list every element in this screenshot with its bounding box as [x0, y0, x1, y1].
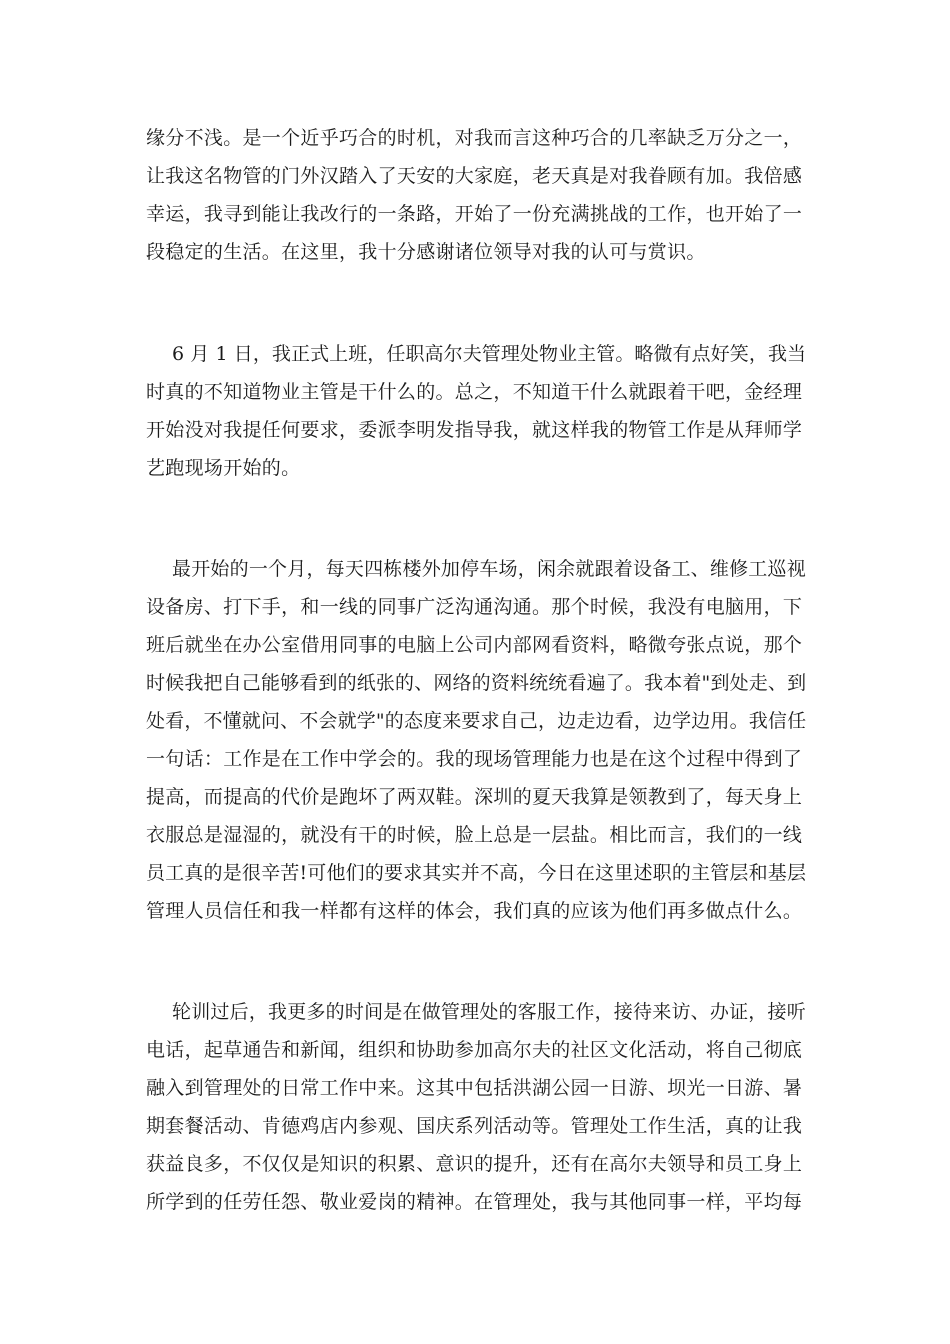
paragraph-line: 一句话：工作是在工作中学会的。我的现场管理能力也是在这个过程中得到了: [146, 748, 803, 770]
paragraph-line: 获益良多，不仅仅是知识的积累、意识的提升，还有在高尔夫领导和员工身上: [146, 1153, 803, 1175]
paragraph-line: 电话，起草通告和新闻，组织和协助参加高尔夫的社区文化活动，将自己彻底: [146, 1039, 803, 1061]
paragraph-line: 班后就坐在办公室借用同事的电脑上公司内部网看资料，略微夸张点说，那个: [146, 634, 803, 656]
paragraph-line: 幸运，我寻到能让我改行的一条路，开始了一份充满挑战的工作，也开始了一: [146, 203, 803, 225]
paragraph-line: 员工真的是很辛苦!可他们的要求其实并不高，今日在这里述职的主管层和基层: [146, 862, 807, 884]
paragraph-line: 段稳定的生活。在这里，我十分感谢诸位领导对我的认可与赏识。: [146, 241, 706, 263]
paragraph-line: 缘分不浅。是一个近乎巧合的时机，对我而言这种巧合的几率缺乏万分之一，: [146, 127, 803, 149]
paragraph-line: 衣服总是湿湿的，就没有干的时候，脸上总是一层盐。相比而言，我们的一线: [146, 824, 803, 846]
paragraph-line: 轮训过后，我更多的时间是在做管理处的客服工作，接待来访、办证，接听: [172, 1001, 806, 1023]
paragraph-line: 融入到管理处的日常工作中来。这其中包括洪湖公园一日游、坝光一日游、暑: [146, 1077, 803, 1099]
paragraph-line: 所学到的任劳任怨、敬业爱岗的精神。在管理处，我与其他同事一样，平均每: [146, 1191, 803, 1213]
paragraph-line: 时真的不知道物业主管是干什么的。总之，不知道干什么就跟着干吧，金经理: [146, 381, 803, 403]
paragraph-line: 设备房、打下手，和一线的同事广泛沟通沟通。那个时候，我没有电脑用，下: [146, 596, 803, 618]
paragraph-line: 期套餐活动、肯德鸡店内参观、国庆系列活动等。管理处工作生活，真的让我: [146, 1115, 803, 1137]
paragraph-line: 6 月 1 日，我正式上班，任职高尔夫管理处物业主管。略微有点好笑，我当: [172, 343, 807, 365]
paragraph-line: 让我这名物管的门外汉踏入了天安的大家庭，老天真是对我眷顾有加。我倍感: [146, 165, 803, 187]
paragraph-line: 艺跑现场开始的。: [146, 457, 301, 479]
paragraph-line: 时候我把自己能够看到的纸张的、网络的资料统统看遍了。我本着"到处走、到: [146, 672, 807, 694]
paragraph-line: 最开始的一个月，每天四栋楼外加停车场，闲余就跟着设备工、维修工巡视: [172, 558, 806, 580]
paragraph-line: 处看，不懂就问、不会就学"的态度来要求自己，边走边看，边学边用。我信任: [146, 710, 807, 732]
paragraph-line: 管理人员信任和我一样都有这样的体会，我们真的应该为他们再多做点什么。: [146, 900, 803, 922]
paragraph-line: 提高，而提高的代价是跑坏了两双鞋。深圳的夏天我算是领教到了，每天身上: [146, 786, 803, 808]
paragraph-line: 开始没对我提任何要求，委派李明发指导我，就这样我的物管工作是从拜师学: [146, 419, 803, 441]
